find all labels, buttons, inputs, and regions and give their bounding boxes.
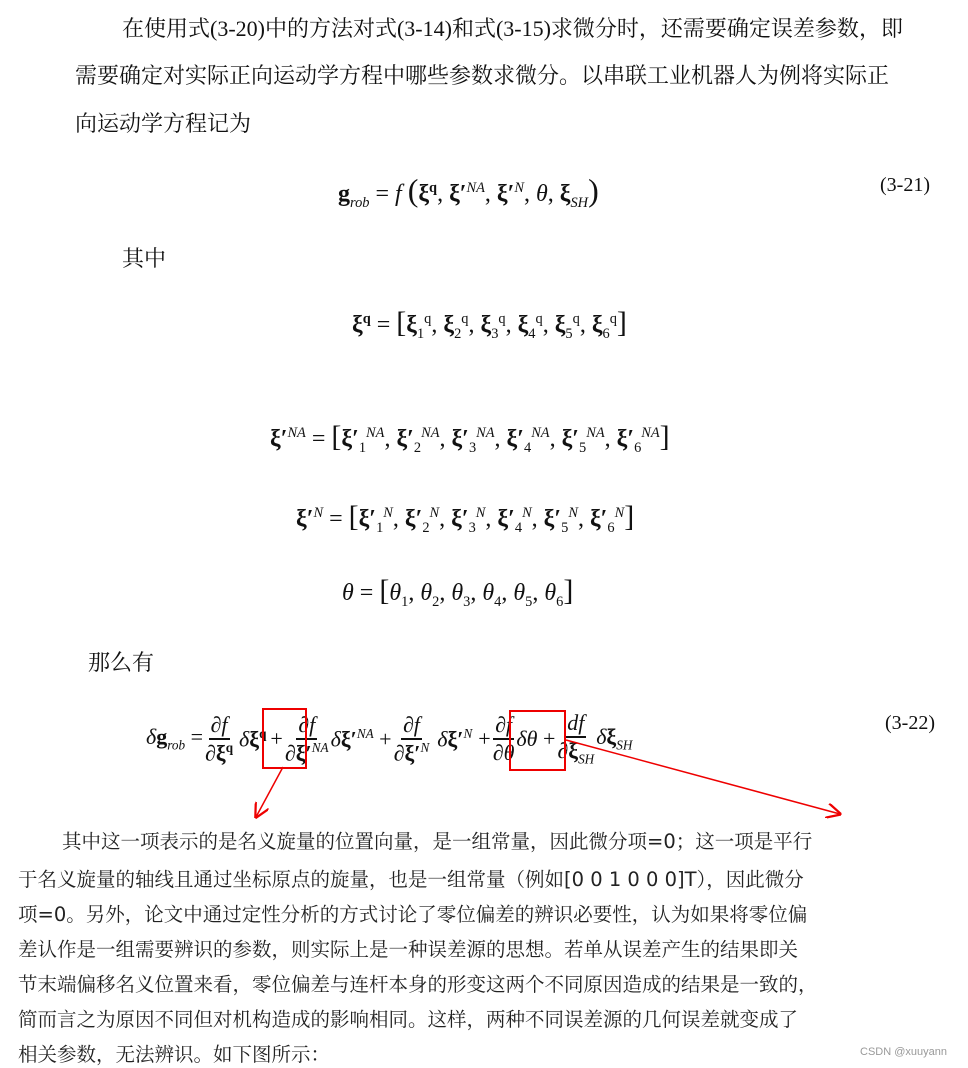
equation-xi-na: $\xi'^{NA} = [\xi'_1^{NA}$, $\xi'_2^{NA}$, $\xi'_3^{NA}$, $\xi'_4^{NA}$, $\xi'_5^{NA}$, $\xi'_6^{NA}$]: [270, 420, 670, 456]
arrow-to-first-term: [256, 767, 283, 817]
body-line-7: 相关参数，无法辨识。如下图所示：: [18, 1043, 331, 1066]
then-label: 那么有: [88, 650, 155, 675]
watermark: CSDN @xuuyann: [860, 1046, 947, 1058]
arrow-to-second-term: [566, 740, 840, 814]
equation-xi-n: $\xi'^N = [\xi'_1^N$, $\xi'_2^N$, $\xi'_3^N$, $\xi'_4^N$, $\xi'_5^N$, $\xi'_6^N$]: [296, 500, 635, 536]
body-line-6: 简而言之为原因不同但对机构造成的影响相同。这样，两种不同误差源的几何误差就变成了: [18, 1008, 799, 1031]
body-line-3: 项=0。另外，论文中通过定性分析的方式讨论了零位偏差的辨识必要性，认为如果将零位偏: [18, 903, 808, 926]
equation-label-3-21: (3-21): [880, 174, 930, 196]
body-line-1: 其中这一项表示的是名义旋量的位置向量，是一组常量，因此微分项=0；这一项是平行: [62, 830, 813, 853]
equation-label-3-22: (3-22): [885, 712, 935, 734]
body-line-2: 于名义旋量的轴线且通过坐标原点的旋量，也是一组常量（例如[0 0 1 0 0 0]T），因此微分: [18, 868, 804, 891]
equation-theta: $\theta = [\theta_1$, $\theta_2$, $\theta_3$, $\theta_4$, $\theta_5$, $\theta_6$]: [342, 574, 574, 610]
intro-line-3: 向运动学方程记为: [75, 111, 252, 136]
intro-line-1: 在使用式(3-20)中的方法对式(3-14)和式(3-15)求微分时，还需要确定误差参数，即: [122, 16, 903, 41]
where-label: 其中: [122, 246, 167, 271]
intro-line-2: 需要确定对实际正向运动学方程中哪些参数求微分。以串联工业机器人为例将实际正: [75, 63, 890, 88]
equation-xi-q: $\xi^q = [\xi_1^q$, $\xi_2^q$, $\xi_3^q$, $\xi_4^q$, $\xi_5^q$, $\xi_6^q$]: [352, 306, 627, 342]
equation-3-21: $g_{rob} = f$ ($\xi^q$, $\xi'^{NA}$, $\xi'^N$, θ, $\xi_{SH}$): [338, 172, 599, 211]
body-line-4: 差认作是一组需要辨识的参数，则实际上是一种误差源的思想。若单从误差产生的结果即关: [18, 938, 799, 961]
body-line-5: 节末端偏移名义位置来看，零位偏差与连杆本身的形变这两个不同原因造成的结果是一致的，: [18, 973, 818, 996]
equation-3-22: $\delta g_{rob}$ = $\frac{\partial f}{\partial\xi^q}$ $\delta\xi^q$ + $\frac{\partial f}{\partial\xi'^{NA}}$ $\delta\xi'^{NA}$ + $\frac{\partial f}{\partial\xi'^N}$ $\delta\xi'^N$ + $\frac{\partial f}{\partial\theta}$ δθ + $\frac{df}{\partial\xi_{SH}}$ $\delta\xi_{SH}$: [146, 710, 633, 767]
